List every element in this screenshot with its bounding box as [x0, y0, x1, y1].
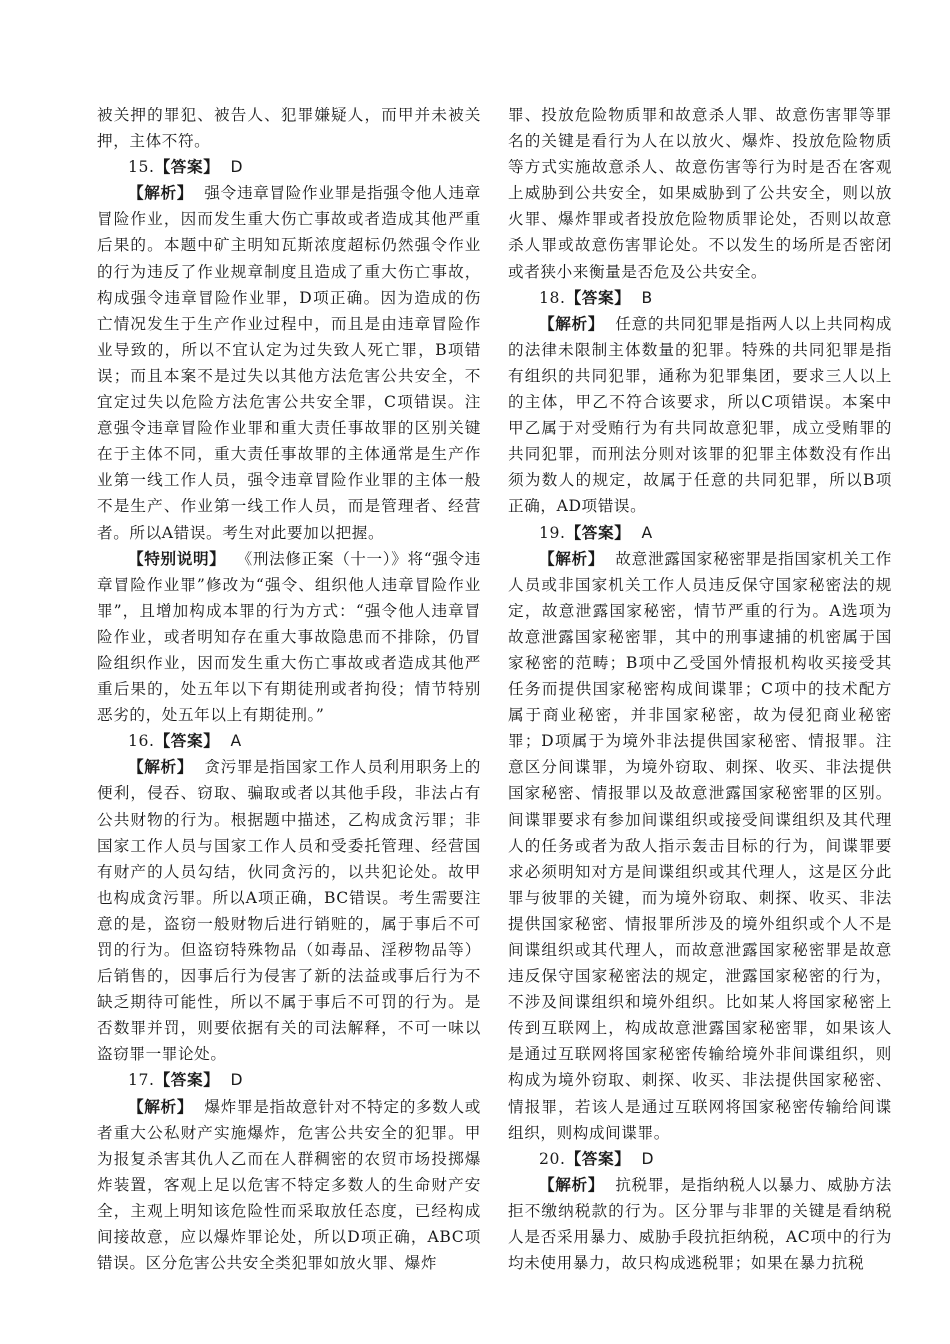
explanation-20	[508, 1172, 892, 1276]
answer-18	[508, 285, 892, 311]
question-number: 20.	[539, 1149, 566, 1168]
explanation-text: 任意的共同犯罪是指两人以上共同构成的法律未限制主体数量的犯罪。特殊的共同犯罪是指有组织的共同犯罪，通称为犯罪集团，要求三人以上的主体，甲乙不符合该要求，所以C项错误。本案中甲乙属于对受贿行为有共同故意犯罪，成立受贿罪的共同犯罪，而刑法分则对该罪的犯罪主体数没有作出须为数人的规定，故属于任意的共同犯罪，所以B项正确，AD项错误。	[508, 314, 892, 516]
explanation-15	[97, 180, 481, 545]
left-column	[97, 102, 481, 1276]
answer-19	[508, 520, 892, 546]
left-continuation-paragraph: 被关押的罪犯、被告人、犯罪嫌疑人，而甲并未被关押，主体不符。	[97, 106, 481, 151]
special-note-text: 《刑法修正案（十一）》将“强令违章冒险作业罪”修改为“强令、组织他人违章冒险作业罪”，且增加构成本罪的行为方式：“强令他人违章冒险作业，或者明知存在重大事故隐患而不排除，仍冒险组织作业，因而发生重大伤亡事故或者造成其他严重后果的，处五年以下有期徒刑或者拘役；情节特别恶劣的，处五年以上有期徒刑。”	[97, 549, 481, 725]
answer-tag: 【答案】	[154, 732, 220, 751]
answer-tag: 【答案】	[565, 523, 631, 542]
question-number: 16.	[128, 732, 155, 751]
answer-20	[508, 1146, 892, 1172]
explanation-tag: 【解析】	[128, 758, 194, 777]
explanation-tag: 【解析】	[539, 314, 605, 333]
explanation-text: 故意泄露国家秘密罪是指国家机关工作人员或非国家机关工作人员违反保守国家秘密法的规定，故意泄露国家秘密，情节严重的行为。A选项为故意泄露国家秘密罪，其中的刑事逮捕的机密属于国家秘密的范畴；B项中乙受国外情报机构收买接受其任务而提供国家秘密构成间谍罪；C项中的技术配方属于商业秘密，并非国家秘密，故为侵犯商业秘密罪；D项属于为境外非法提供国家秘密、情报罪。注意区分间谍罪，为境外窃取、刺探、收买、非法提供国家秘密、情报罪以及故意泄露国家秘密罪的区别。间谍罪要求有参加间谍组织或接受间谍组织及其代理人的任务或者为敌人指示轰击目标的行为，间谍罪要求必须明知对方是间谍组织或其代理人，这是区分此罪与彼罪的关键，而为境外窃取、刺探、收买、非法提供国家秘密、情报罪所涉及的境外组织或个人不是间谍组织或其代理人，而故意泄露国家秘密罪是故意违反保守国家秘密法的规定，泄露国家秘密的行为，不涉及间谍组织和境外组织。比如某人将国家秘密上传到互联网上，构成故意泄露国家秘密罪，如果该人是通过互联网将国家秘密传输给境外非间谍组织，则构成为境外窃取、刺探、收买、非法提供国家秘密、情报罪，若该人是通过互联网将国家秘密传输给间谍组织，则构成间谍罪。	[508, 549, 892, 1142]
answer-tag: 【答案】	[154, 158, 220, 177]
answer-tag: 【答案】	[565, 1149, 631, 1168]
explanation-17	[97, 1094, 481, 1277]
answer-16	[97, 728, 481, 754]
answer-letter: B	[641, 288, 653, 307]
explanation-tag: 【解析】	[539, 549, 605, 568]
answer-15	[97, 154, 481, 180]
explanation-text: 强令违章冒险作业罪是指强令他人违章冒险作业，因而发生重大伤亡事故或者造成其他严重后果的。本题中矿主明知瓦斯浓度超标仍然强令作业的行为违反了作业规章制度且造成了重大伤亡事故，构成强令违章冒险作业罪，D项正确。因为造成的伤亡情况发生于生产作业过程中，而且是由违章冒险作业导致的，所以不宜认定为过失致人死亡罪，B项错误；而且本案不是过失以其他方法危害公共安全，不宜定过失以危险方法危害公共安全罪，C项错误。注意强令违章冒险作业罪和重大责任事故罪的区别关键在于主体不同，重大责任事故罪的主体通常是生产作业第一线工作人员，强令违章冒险作业罪的主体一般不是生产、作业第一线工作人员，而是管理者、经营者。所以A错误。考生对此要加以把握。	[97, 184, 481, 542]
answer-letter: D	[641, 1149, 655, 1168]
answer-letter: D	[230, 1071, 244, 1090]
answer-tag: 【答案】	[565, 288, 631, 307]
special-note-15	[97, 546, 481, 729]
explanation-tag: 【解析】	[128, 184, 194, 203]
answer-letter: A	[230, 732, 242, 751]
explanation-16	[97, 754, 481, 1067]
answer-letter: D	[230, 158, 244, 177]
answer-17	[97, 1067, 481, 1093]
question-number: 19.	[539, 523, 566, 542]
explanation-19	[508, 546, 892, 1146]
explanation-tag: 【解析】	[539, 1175, 605, 1194]
explanation-tag: 【解析】	[128, 1097, 194, 1116]
right-continuation-paragraph: 罪、投放危险物质罪和故意杀人罪、故意伤害罪等罪名的关键是看行为人在以放火、爆炸、投放危险物质等方式实施故意杀人、故意伤害等行为时是否在客观上威胁到公共安全，如果威胁到了公共安全，则以放火罪、爆炸罪或者投放危险物质罪论处，否则以故意杀人罪或故意伤害罪论处。不以发生的场所是否密闭或者狭小来衡量是否危及公共安全。	[508, 106, 892, 281]
answer-tag: 【答案】	[154, 1071, 220, 1090]
explanation-text: 爆炸罪是指故意针对不特定的多数人或者重大公私财产实施爆炸，危害公共安全的犯罪。甲为报复杀害其仇人乙而在人群稠密的农贸市场投掷爆炸装置，客观上足以危害不特定多数人的生命财产安全，主观上明知该危险性而采取放任态度，已经构成间接故意，应以爆炸罪论处，所以D项正确，ABC项错误。区分危害公共安全类犯罪如放火罪、爆炸	[97, 1097, 481, 1273]
answer-letter: A	[641, 523, 653, 542]
special-note-tag: 【特别说明】	[128, 549, 226, 568]
question-number: 15.	[128, 158, 155, 177]
explanation-text: 贪污罪是指国家工作人员利用职务上的便利，侵吞、窃取、骗取或者以其他手段，非法占有公共财物的行为。根据题中描述，乙构成贪污罪；非国家工作人员与国家工作人员和受委托管理、经营国有财产的人员勾结，伙同贪污的，以共犯论处。故甲也构成贪污罪。所以A项正确，BC错误。考生需要注意的是，盗窃一般财物后进行销赃的，属于事后不可罚的行为。但盗窃特殊物品（如毒品、淫秽物品等）后销售的，因事后行为侵害了新的法益或事后行为不缺乏期待可能性，所以不属于事后不可罚的行为。是否数罪并罚，则要依据有关的司法解释，不可一味以盗窃罪一罪论处。	[97, 758, 481, 1064]
right-column	[508, 102, 892, 1276]
question-number: 17.	[128, 1071, 155, 1090]
explanation-18	[508, 311, 892, 520]
explanation-text: 抗税罪，是指纳税人以暴力、威胁方法拒不缴纳税款的行为。区分罪与非罪的关键是看纳税人是否采用暴力、威胁手段抗拒纳税，AC项中的行为均未使用暴力，故只构成逃税罪；如果在暴力抗税	[508, 1175, 892, 1273]
question-number: 18.	[539, 288, 566, 307]
